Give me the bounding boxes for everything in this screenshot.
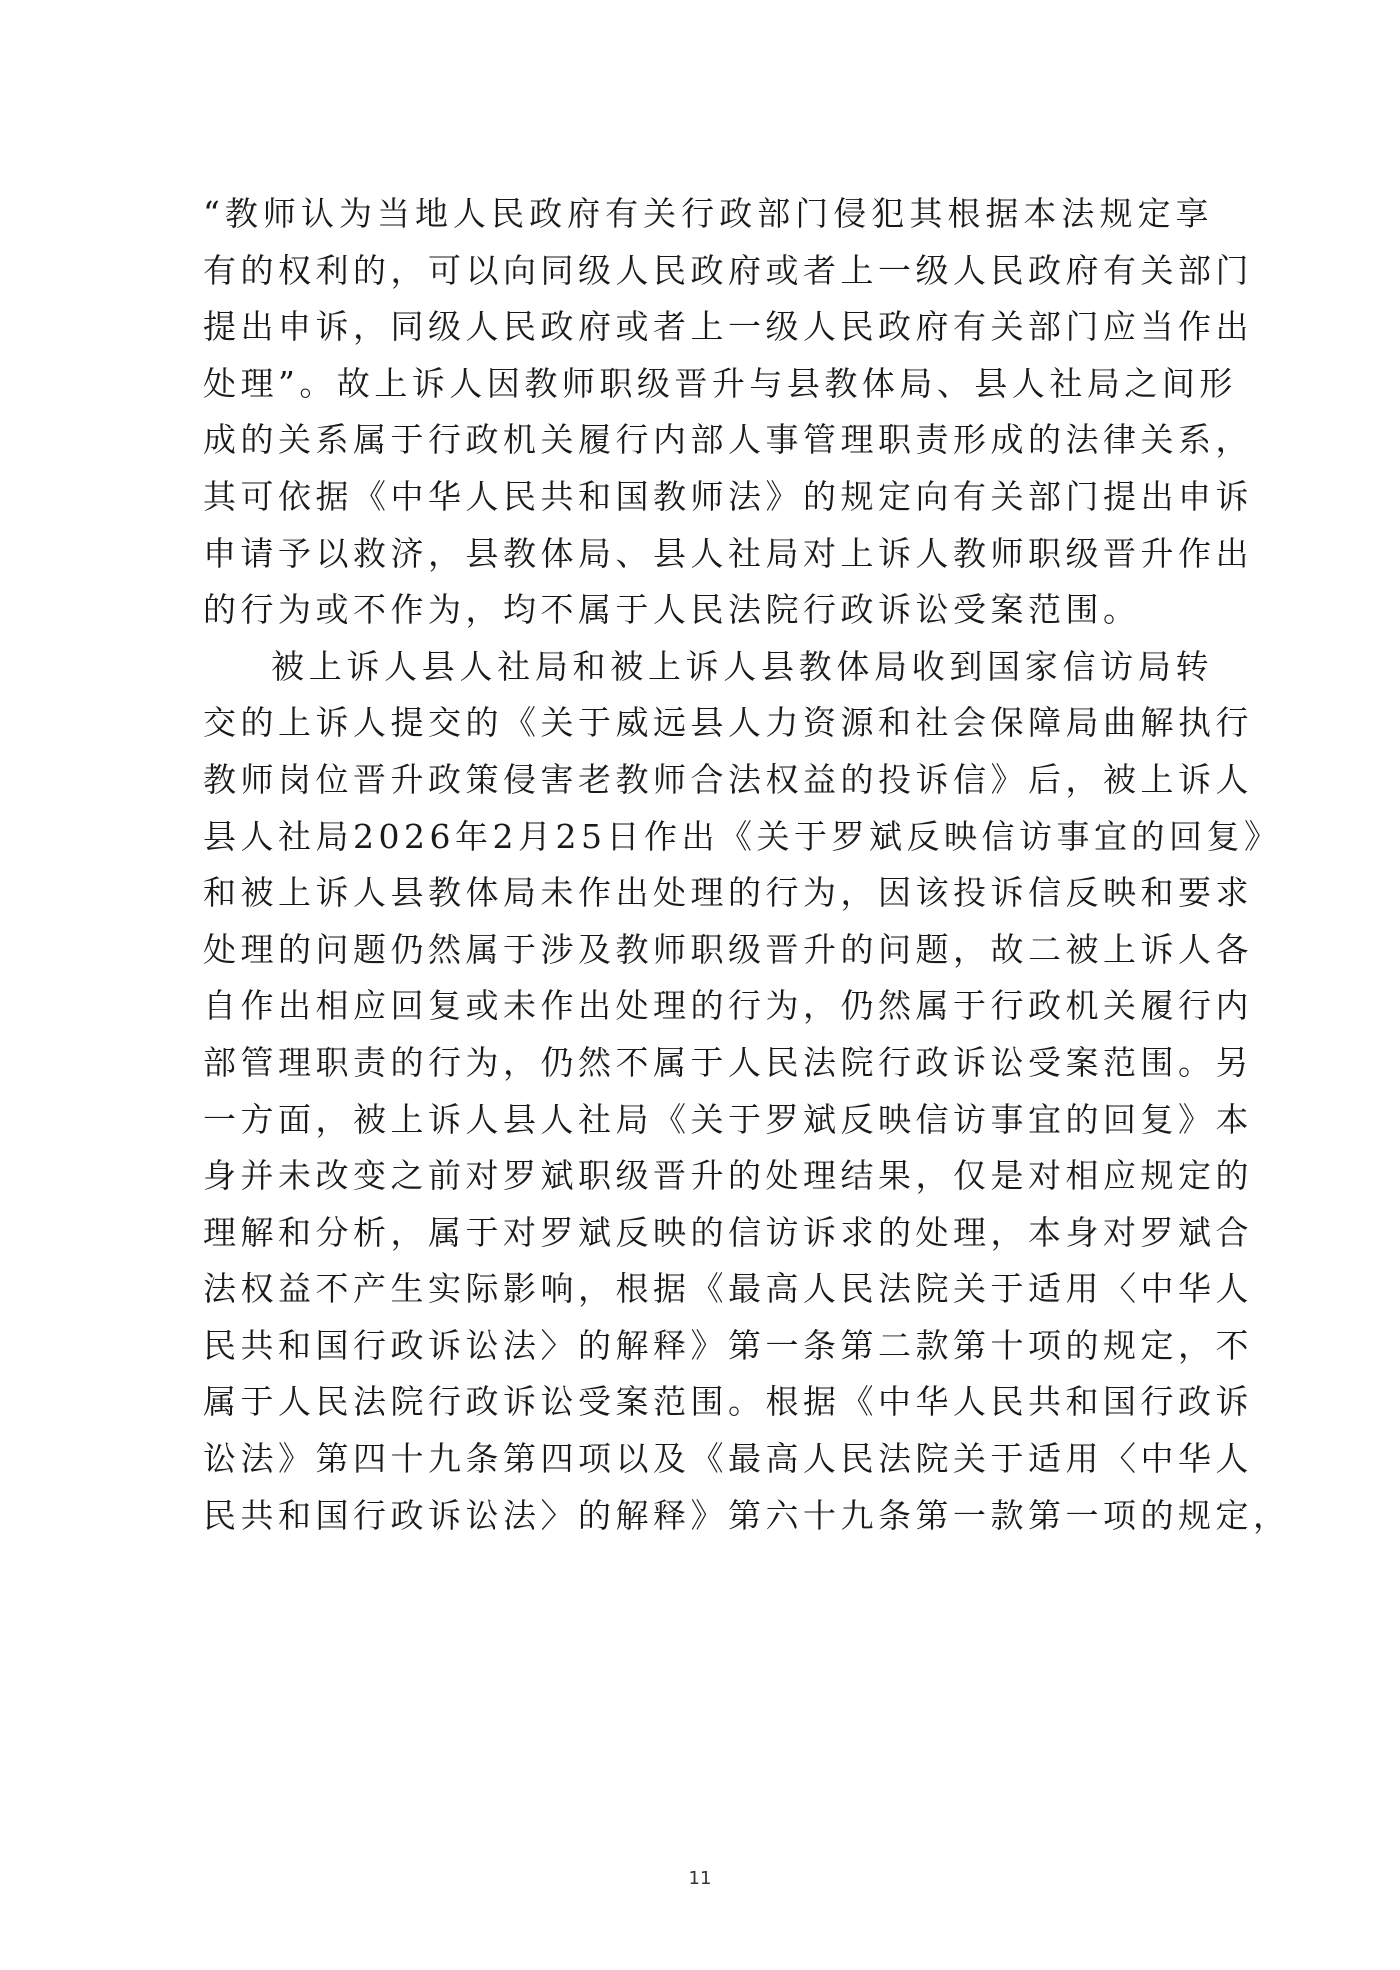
- text-line: 提出申诉，同级人民政府或者上一级人民政府有关部门应当作出: [203, 307, 1253, 347]
- text-line: 处理的问题仍然属于涉及教师职级晋升的问题，故二被上诉人各: [203, 929, 1253, 969]
- body-text: [203, 186, 1291, 1544]
- text-line: 部管理职责的行为，仍然不属于人民法院行政诉讼受案范围。另: [203, 1042, 1253, 1082]
- text-line: 身并未改变之前对罗斌职级晋升的处理结果，仅是对相应规定的: [203, 1156, 1253, 1196]
- text-line: 民共和国行政诉讼法〉的解释》第六十九条第一款第一项的规定，: [203, 1495, 1291, 1535]
- text-line: 讼法》第四十九条第四项以及《最高人民法院关于适用〈中华人: [203, 1439, 1253, 1479]
- text-line: “教师认为当地人民政府有关行政部门侵犯其根据本法规定享: [203, 194, 1213, 233]
- text-line: 教师岗位晋升政策侵害老教师合法权益的投诉信》后，被上诉人: [203, 759, 1253, 799]
- text-line: 成的关系属于行政机关履行内部人事管理职责形成的法律关系，: [203, 420, 1253, 460]
- text-line: 县人社局2026年2月25日作出《关于罗斌反映信访事宜的回复》: [203, 816, 1282, 856]
- text-line: 法权益不产生实际影响，根据《最高人民法院关于适用〈中华人: [203, 1269, 1253, 1309]
- text-line: 处理”。故上诉人因教师职级晋升与县教体局、县人社局之间形: [203, 363, 1237, 403]
- text-line: 理解和分析，属于对罗斌反映的信访诉求的处理，本身对罗斌合: [203, 1212, 1253, 1252]
- text-line: 一方面，被上诉人县人社局《关于罗斌反映信访事宜的回复》本: [203, 1099, 1253, 1139]
- text-line: 申请予以救济，县教体局、县人社局对上诉人教师职级晋升作出: [203, 533, 1253, 573]
- text-line: 民共和国行政诉讼法〉的解释》第一条第二款第十项的规定，不: [203, 1325, 1253, 1365]
- text-line: 的行为或不作为，均不属于人民法院行政诉讼受案范围。: [203, 590, 1141, 630]
- page-number: 11: [688, 1868, 712, 1889]
- text-line: 有的权利的，可以向同级人民政府或者上一级人民政府有关部门: [203, 250, 1253, 290]
- text-line: 自作出相应回复或未作出处理的行为，仍然属于行政机关履行内: [203, 986, 1253, 1026]
- text-line: 其可依据《中华人民共和国教师法》的规定向有关部门提出申诉: [203, 476, 1253, 516]
- text-line: 交的上诉人提交的《关于威远县人力资源和社会保障局曲解执行: [203, 703, 1253, 743]
- text-line: 和被上诉人县教体局未作出处理的行为，因该投诉信反映和要求: [203, 873, 1253, 913]
- text-line: 被上诉人县人社局和被上诉人县教体局收到国家信访局转: [271, 646, 1213, 686]
- text-line: 属于人民法院行政诉讼受案范围。根据《中华人民共和国行政诉: [203, 1382, 1253, 1422]
